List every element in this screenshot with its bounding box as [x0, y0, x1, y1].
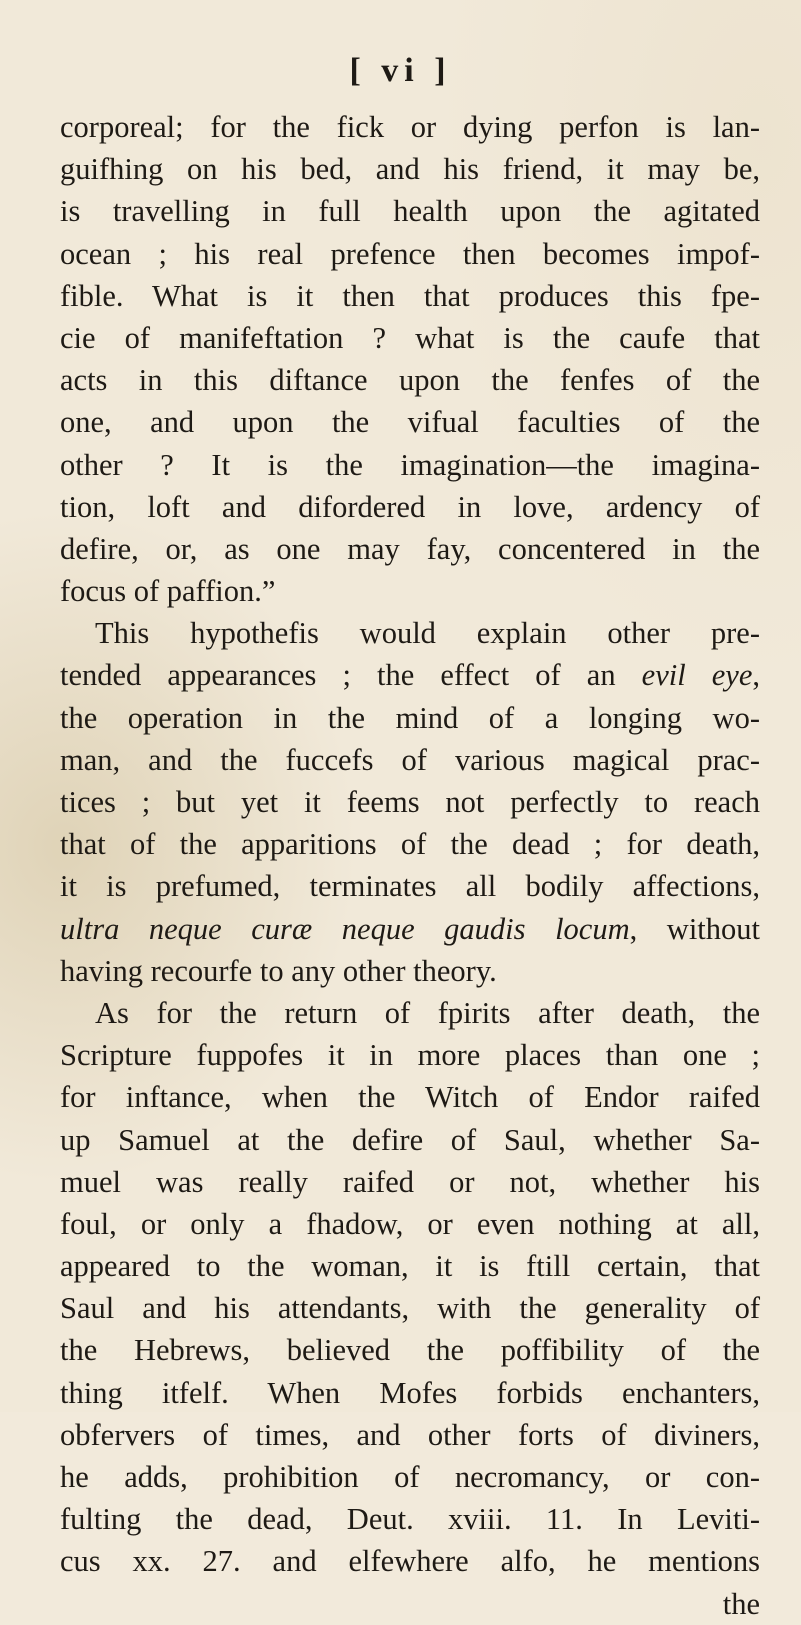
- text-line: ultra neque curæ neque gaudis locum, without: [60, 911, 760, 946]
- text-line: appeared to the woman, it is ftill certain, that: [60, 1249, 760, 1284]
- text-line: corporeal; for the fick or dying perfon is lan-: [60, 110, 760, 144]
- text-line: the operation in the mind of a longing wo-: [60, 700, 760, 735]
- text-line: that of the apparitions of the dead ; for death,: [60, 827, 760, 862]
- text-line: one, and upon the vifual faculties of the: [60, 405, 760, 440]
- text-line: Scripture fuppofes it in more places than one ;: [60, 1038, 760, 1073]
- text-line: obfervers of times, and other forts of diviners,: [60, 1417, 760, 1452]
- text-line: tended appearances ; the effect of an evil eye,: [60, 658, 760, 693]
- text-line: fulting the dead, Deut. xviii. 11. In Leviti-: [60, 1502, 760, 1537]
- page-number-header: [ vi ]: [349, 52, 452, 89]
- text-line: having recourfe to any other theory.: [60, 953, 497, 988]
- text-line: the: [722, 1586, 760, 1621]
- text-line: focus of paffion.”: [60, 574, 276, 609]
- text-line: other ? It is the imagination—the imagina-: [60, 447, 760, 482]
- text-line: he adds, prohibition of necromancy, or con-: [60, 1460, 760, 1494]
- text-line: muel was really raifed or not, whether his: [60, 1164, 760, 1199]
- text-line: defire, or, as one may fay, concentered in the: [60, 531, 760, 566]
- text-line: it is prefumed, terminates all bodily affections,: [60, 869, 760, 904]
- text-line: tices ; but yet it feems not perfectly to reach: [60, 785, 760, 819]
- text-line: tion, loft and difordered in love, ardency of: [60, 489, 760, 524]
- text-line: foul, or only a fhadow, or even nothing at all,: [60, 1206, 760, 1241]
- text-line: guifhing on his bed, and his friend, it may be,: [60, 152, 760, 187]
- text-line: thing itfelf. When Mofes forbids enchanters,: [60, 1375, 760, 1410]
- text-line: man, and the fuccefs of various magical prac-: [60, 742, 760, 777]
- text-line: cie of manifeftation ? what is the caufe that: [60, 320, 760, 355]
- text-line: As for the return of fpirits after death, the: [95, 995, 760, 1030]
- text-line: cus xx. 27. and elfewhere alfo, he mentions: [60, 1544, 760, 1579]
- text-line: for inftance, when the Witch of Endor raifed: [60, 1080, 760, 1115]
- text-line: up Samuel at the defire of Saul, whether Sa-: [60, 1122, 760, 1157]
- text-line: This hypothefis would explain other pre-: [95, 616, 760, 651]
- text-line: fible. What is it then that produces this fpe-: [60, 278, 760, 313]
- text-line: ocean ; his real prefence then becomes impof-: [60, 236, 760, 271]
- text-line: Saul and his attendants, with the generality of: [60, 1291, 760, 1326]
- text-line: acts in this diftance upon the fenfes of the: [60, 363, 760, 398]
- body-text: [60, 106, 760, 1625]
- text-line: is travelling in full health upon the agitated: [60, 194, 760, 229]
- text-line: the Hebrews, believed the poffibility of the: [60, 1333, 760, 1368]
